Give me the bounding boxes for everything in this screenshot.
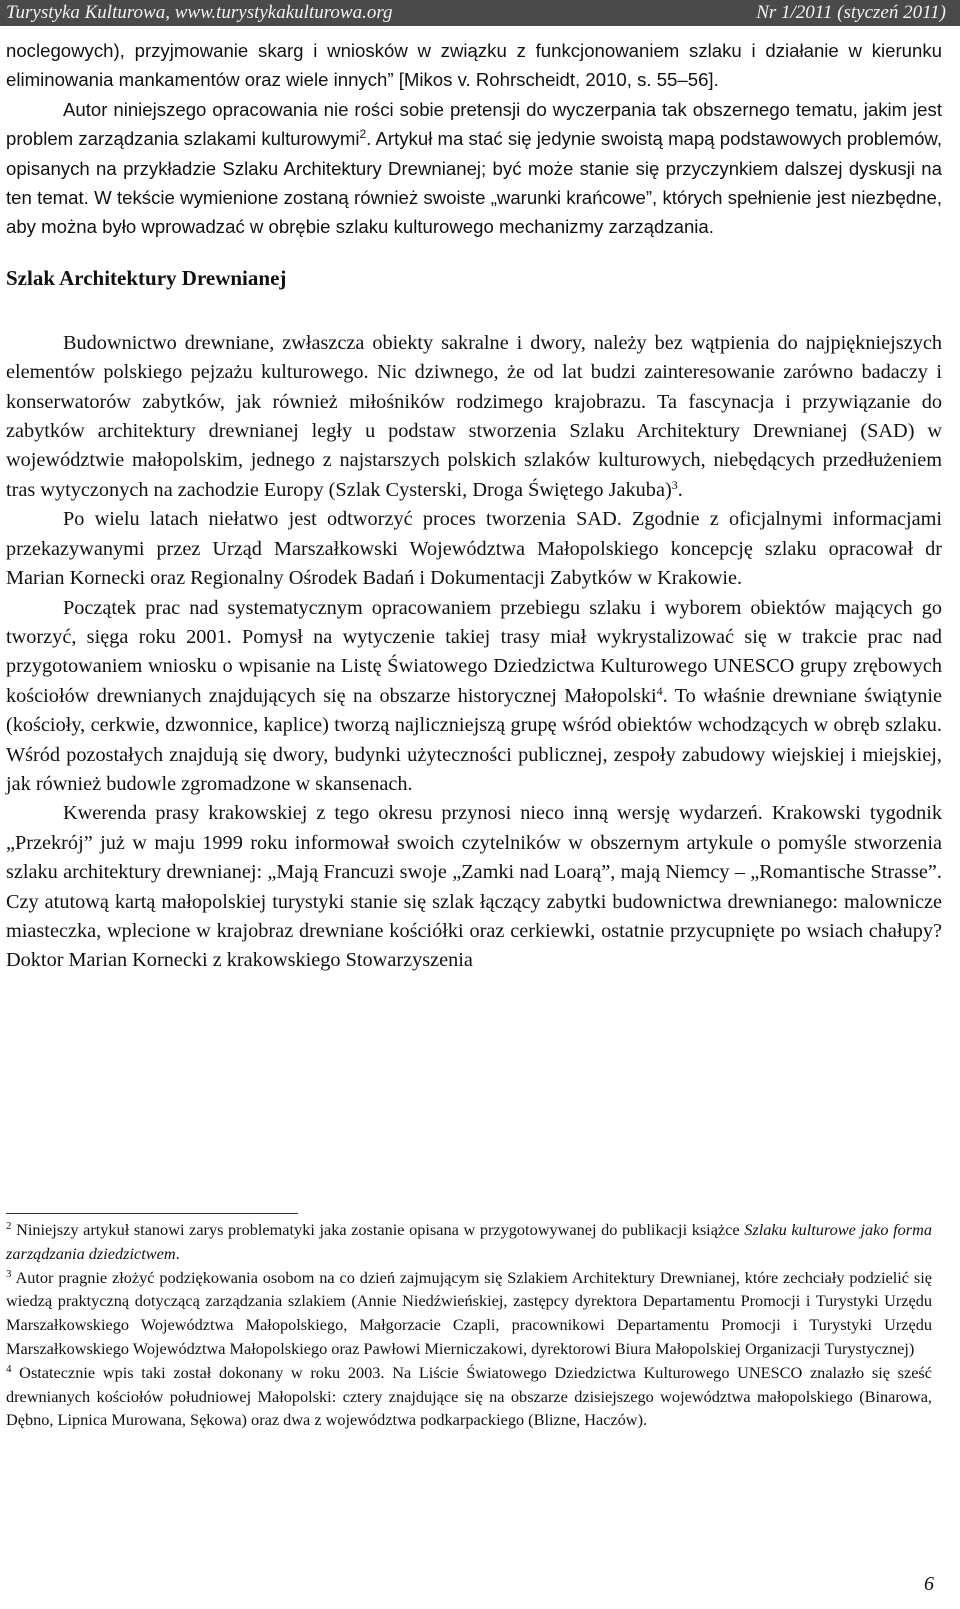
footnote-book-title: Szlaku kulturowe jako forma zarządzania dziedzictwem <box>6 1220 932 1263</box>
footnote-text: Autor pragnie złożyć podziękowania osobom na co dzień zajmującym się Szlakiem Architektury Drewnianej, które zechciały podzielić się wiedzą praktyczną dotyczącą zarządzania szlakiem (Annie Niedźwieńskiej, zastępcy dyrektora Departamentu Promocji i Turystyki Urzędu Marszałkowskiego Województwa Małopolskiego, Małgorzacie Czapli, pracownikowi Departamentu Promocji i Turystyki Urzędu Marszałkowskiego Województwa Małopolskiego oraz Pawłowi Mierniczakowi, dyrektorowi Biura Małopolskiej Organizacji Turystycznej) <box>6 1267 932 1358</box>
paragraph-text: . Artykuł ma stać się jedynie swoistą mapą podstawowych problemów, opisanych na przykładzie Szlaku Architektury Drewnianej; być może stanie się przyczynkiem dalszej dyskusji na ten temat. <box>6 128 942 209</box>
footnote-text: Ostatecznie wpis taki został dokonany w roku 2003. Na Liście Światowego Dziedzictwa Kulturowego UNESCO znalazło się sześć drewnianych kościołów południowej Małopolski: cztery znajdujące się na obszarze dzisiejszego województwa małopolskiego (Binarowa, Dębno, Lipnica Murowana, Sękowa) oraz dwa z województwa podkarpackiego (Blizne, Haczów). <box>6 1362 932 1430</box>
paragraph-continuation: noclegowych), przyjmowanie skarg i wniosków w związku z funkcjonowaniem szlaku i działanie w kierunku eliminowania mankamentów oraz wiele innych” [Mikos v. Rohrscheidt, 2010, s. 55–56]. <box>6 40 942 91</box>
footnote-number: 2 <box>6 1220 12 1232</box>
issue-number: Nr 1/2011 (styczeń 2011) <box>756 2 946 23</box>
footnote-text: Niniejszy artykuł stanowi zarys problematyki jaka zostanie opisana w przygotowywanej do publikacji książce <box>11 1220 745 1239</box>
paragraph-beginnings <box>6 594 942 800</box>
footnote-text: . <box>175 1243 180 1263</box>
paragraph-author-note <box>6 95 942 242</box>
paragraph-press-query: Kwerenda prasy krakowskiej z tego okresu przynosi nieco inną wersję wydarzeń. Krakowski tygodnik „Przekrój” już w maju 1999 roku informował swoich czytelników w obszernym artykule o pomyśle stworzenia szlaku architektury drewnianej: „Mają Francuzi swoje „Zamki nad Loarą”, mają Niemcy – „Romantische Strasse”. Czy atutową kartą małopolskiej turystyki stanie się szlak łączący zabytki budownictwa drewnianego: malownicze miasteczka, wplecione w krajobraz drewniane kościółki oraz cerkiewki, ostatnie przycupnięte po wsiach chałupy? Doktor Marian Kornecki z krakowskiego Stowarzyszenia <box>6 802 942 972</box>
footnote-ref-4[interactable]: 4 <box>656 683 663 698</box>
article-body <box>6 36 942 976</box>
footnote-3 <box>6 1266 932 1361</box>
paragraph-text: . <box>677 478 683 501</box>
paragraph-text: Autor niniejszego opracowania nie rości sobie pretensji do wyczerpania tak obszernego tematu, jakim jest problem zarządzania szlakami kulturowymi <box>6 98 942 150</box>
paragraph-history: Po wielu latach niełatwo jest odtworzyć proces tworzenia SAD. Zgodnie z oficjalnymi informacjami przekazywanymi przez Urząd Marszałkowski Województwa Małopolskiego koncepcję szlaku opracował dr Marian Kornecki oraz Regionalny Ośrodek Badań i Dokumentacji Zabytków w Krakowie. <box>6 508 942 590</box>
paragraph-text: Budownictwo drewniane, zwłaszcza obiekty sakralne i dwory, należy bez wątpienia do najpiękniejszych elementów polskiego pejzażu kulturowego. Nic dziwnego, że od lat budzi zainteresowanie zarówno badaczy i konserwatorów zabytków, jak również miłośników rodzimego krajobrazu. Ta fascynacja i przywiązanie do zabytków architektury drewnianej legły u podstaw stworzenia Szlaku Architektury Drewnianej (SAD) w województwie małopolskim, jednego z najstarszych polskich szlaków kulturowych, niebędących przedłużeniem tras wytyczonych na zachodzie Europy (Szlak Cysterski, Droga Świętego Jakuba) <box>6 331 942 501</box>
journal-title: Turystyka Kulturowa, www.turystykakulturowa.org <box>6 2 393 23</box>
paragraph-text: Początek prac nad systematycznym opracowaniem przebiegu szlaku i wyborem obiektów mających go tworzyć, sięga roku 2001. Pomysł na wytyczenie takiej trasy miał wykrystalizować się w trakcie prac nad przygotowaniem wniosku o wpisanie na Listę Światowego Dziedzictwa Kulturowego UNESCO grupy zrębowych kościołów drewnianych znajdujących się na obszarze historycznej Małopolski <box>6 596 942 707</box>
footnote-ref-3[interactable]: 3 <box>671 477 678 492</box>
paragraph-text: W tekście wymienione zostaną również swoiste „warunki krańcowe”, których spełnienie jest niezbędne, aby można było wprowadzać w obrębie szlaku kulturowego mechanizmy zarządzania. <box>6 187 942 238</box>
footnote-number: 4 <box>6 1362 12 1375</box>
paragraph-intro <box>6 329 942 505</box>
footnote-2 <box>6 1218 932 1266</box>
footnotes <box>6 1218 932 1432</box>
paragraph-text: . To właśnie drewniane świątynie (kościoły, cerkwie, dzwonnice, kaplice) tworzą najliczniejszą grupę wśród obiektów wchodzących w obręb szlaku. Wśród pozostałych znajdują się dwory, budynki użyteczności publicznej, zespoły zabudowy wiejskiej i miejskiej, jak również budowle zgromadzone w skansenach. <box>6 684 942 795</box>
footnote-divider <box>6 1213 298 1214</box>
page-number: 6 <box>924 1573 934 1595</box>
footnote-4 <box>6 1361 932 1432</box>
footnote-number: 3 <box>6 1267 12 1280</box>
footnote-ref-2[interactable]: 2 <box>359 127 367 142</box>
section-heading: Szlak Architektury Drewnianej <box>6 265 287 290</box>
running-header <box>0 0 960 26</box>
